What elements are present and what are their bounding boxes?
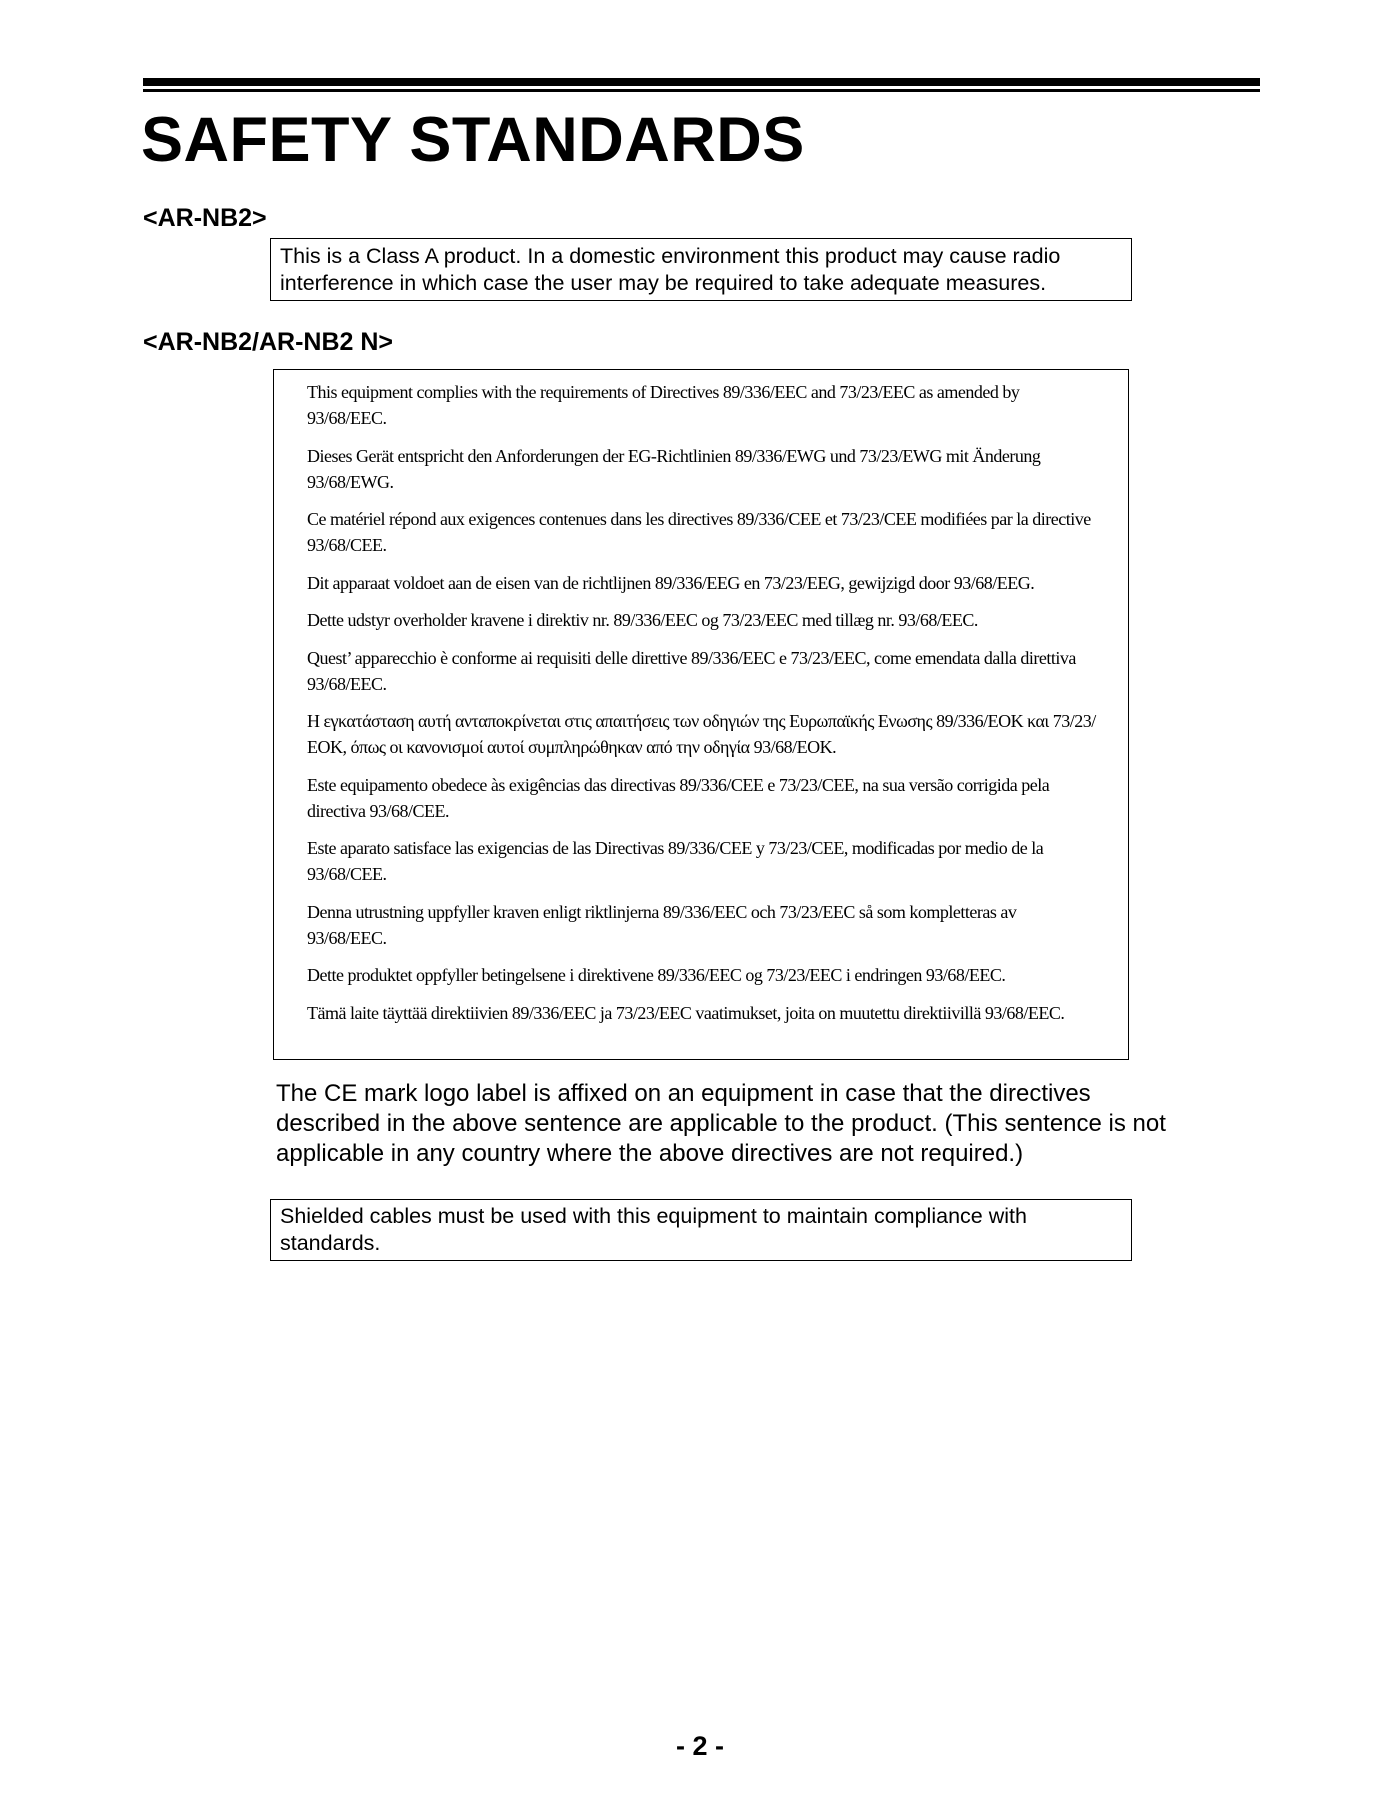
directive-greek: Η εγκατάσταση αυτή ανταποκρίνεται στις απαιτήσεις των οδηγιών της Ευρωπαϊκής Ενωσης 89/336/ΕΟΚ και 73/23/ΕΟΚ, όπως οι κανονισμοί αυτοί συμπληρώθηκαν από την οδηγία 93/68/ΕΟΚ. [307,711,1096,757]
directive-danish: Dette udstyr overholder kravene i direktiv nr. 89/336/EEC og 73/23/EEC med tillæg nr. 93/68/EEC. [307,610,978,630]
directive-norwegian: Dette produktet oppfyller betingelsene i direktivene 89/336/EEC og 73/23/EEC i endringen 93/68/EEC. [307,965,1006,985]
directive-dutch: Dit apparaat voldoet aan de eisen van de richtlijnen 89/336/EEG en 73/23/EEG, gewijzigd door 93/68/EEG. [307,572,1035,593]
directive-german: Dieses Gerät entspricht den Anforderungen der EG-Richtlinien 89/336/EWG und 73/23/EWG mit Änderung 93/68/EWG. [307,445,1041,492]
page-title: SAFETY STANDARDS [141,105,805,175]
directive-italian: Quest’ apparecchio è conforme ai requisiti delle direttive 89/336/EEC e 73/23/EEC, come emendata dalla direttiva 93/68/EEC. [307,647,1076,694]
ce-mark-note: The CE mark logo label is affixed on an equipment in case that the directives described in the above sentence are applicable to the product. (This sentence is not applicable in any country where the above directives are not required.) [276,1080,1166,1167]
section-heading-ar-nb2-n: <AR-NB2/AR-NB2 N> [143,328,394,356]
directive-finnish: Tämä laite täyttää direktiivien 89/336/EEC ja 73/23/EEC vaatimukset, joita on muutettu direktiivillä 93/68/EEC. [307,1002,1065,1023]
class-a-notice-box: This is a Class A product. In a domestic environment this product may cause radio interference in which case the user may be required to take adequate measures. [270,238,1132,301]
directive-french: Ce matériel répond aux exigences contenues dans les directives 89/336/CEE et 73/23/CEE modifiées par la directive 93/68/CEE. [307,509,1091,555]
title-rule-thin [143,89,1260,92]
directive-portuguese: Este equipamento obedece às exigências das directivas 89/336/CEE e 73/23/CEE, na sua versão corrigida pela directiva 93/68/CEE. [307,774,1050,821]
shielded-cables-notice-box: Shielded cables must be used with this equipment to maintain compliance with standards. [270,1199,1132,1261]
page-number: - 2 - [675,1731,724,1761]
directive-spanish: Este aparato satisface las exigencias de las Directivas 89/336/CEE y 73/23/CEE, modificadas por medio de la 93/68/CEE. [307,838,1044,884]
directive-english: This equipment complies with the requirements of Directives 89/336/EEC and 73/23/EEC as amended by 93/68/EEC. [307,382,1020,428]
title-rule-thick [143,78,1260,86]
section-heading-ar-nb2: <AR-NB2> [143,204,267,232]
directive-swedish: Denna utrustning uppfyller kraven enligt riktlinjerna 89/336/EEC och 73/23/EEC så som kompletteras av 93/68/EEC. [307,901,1017,948]
eu-directives-box [273,369,1129,1060]
